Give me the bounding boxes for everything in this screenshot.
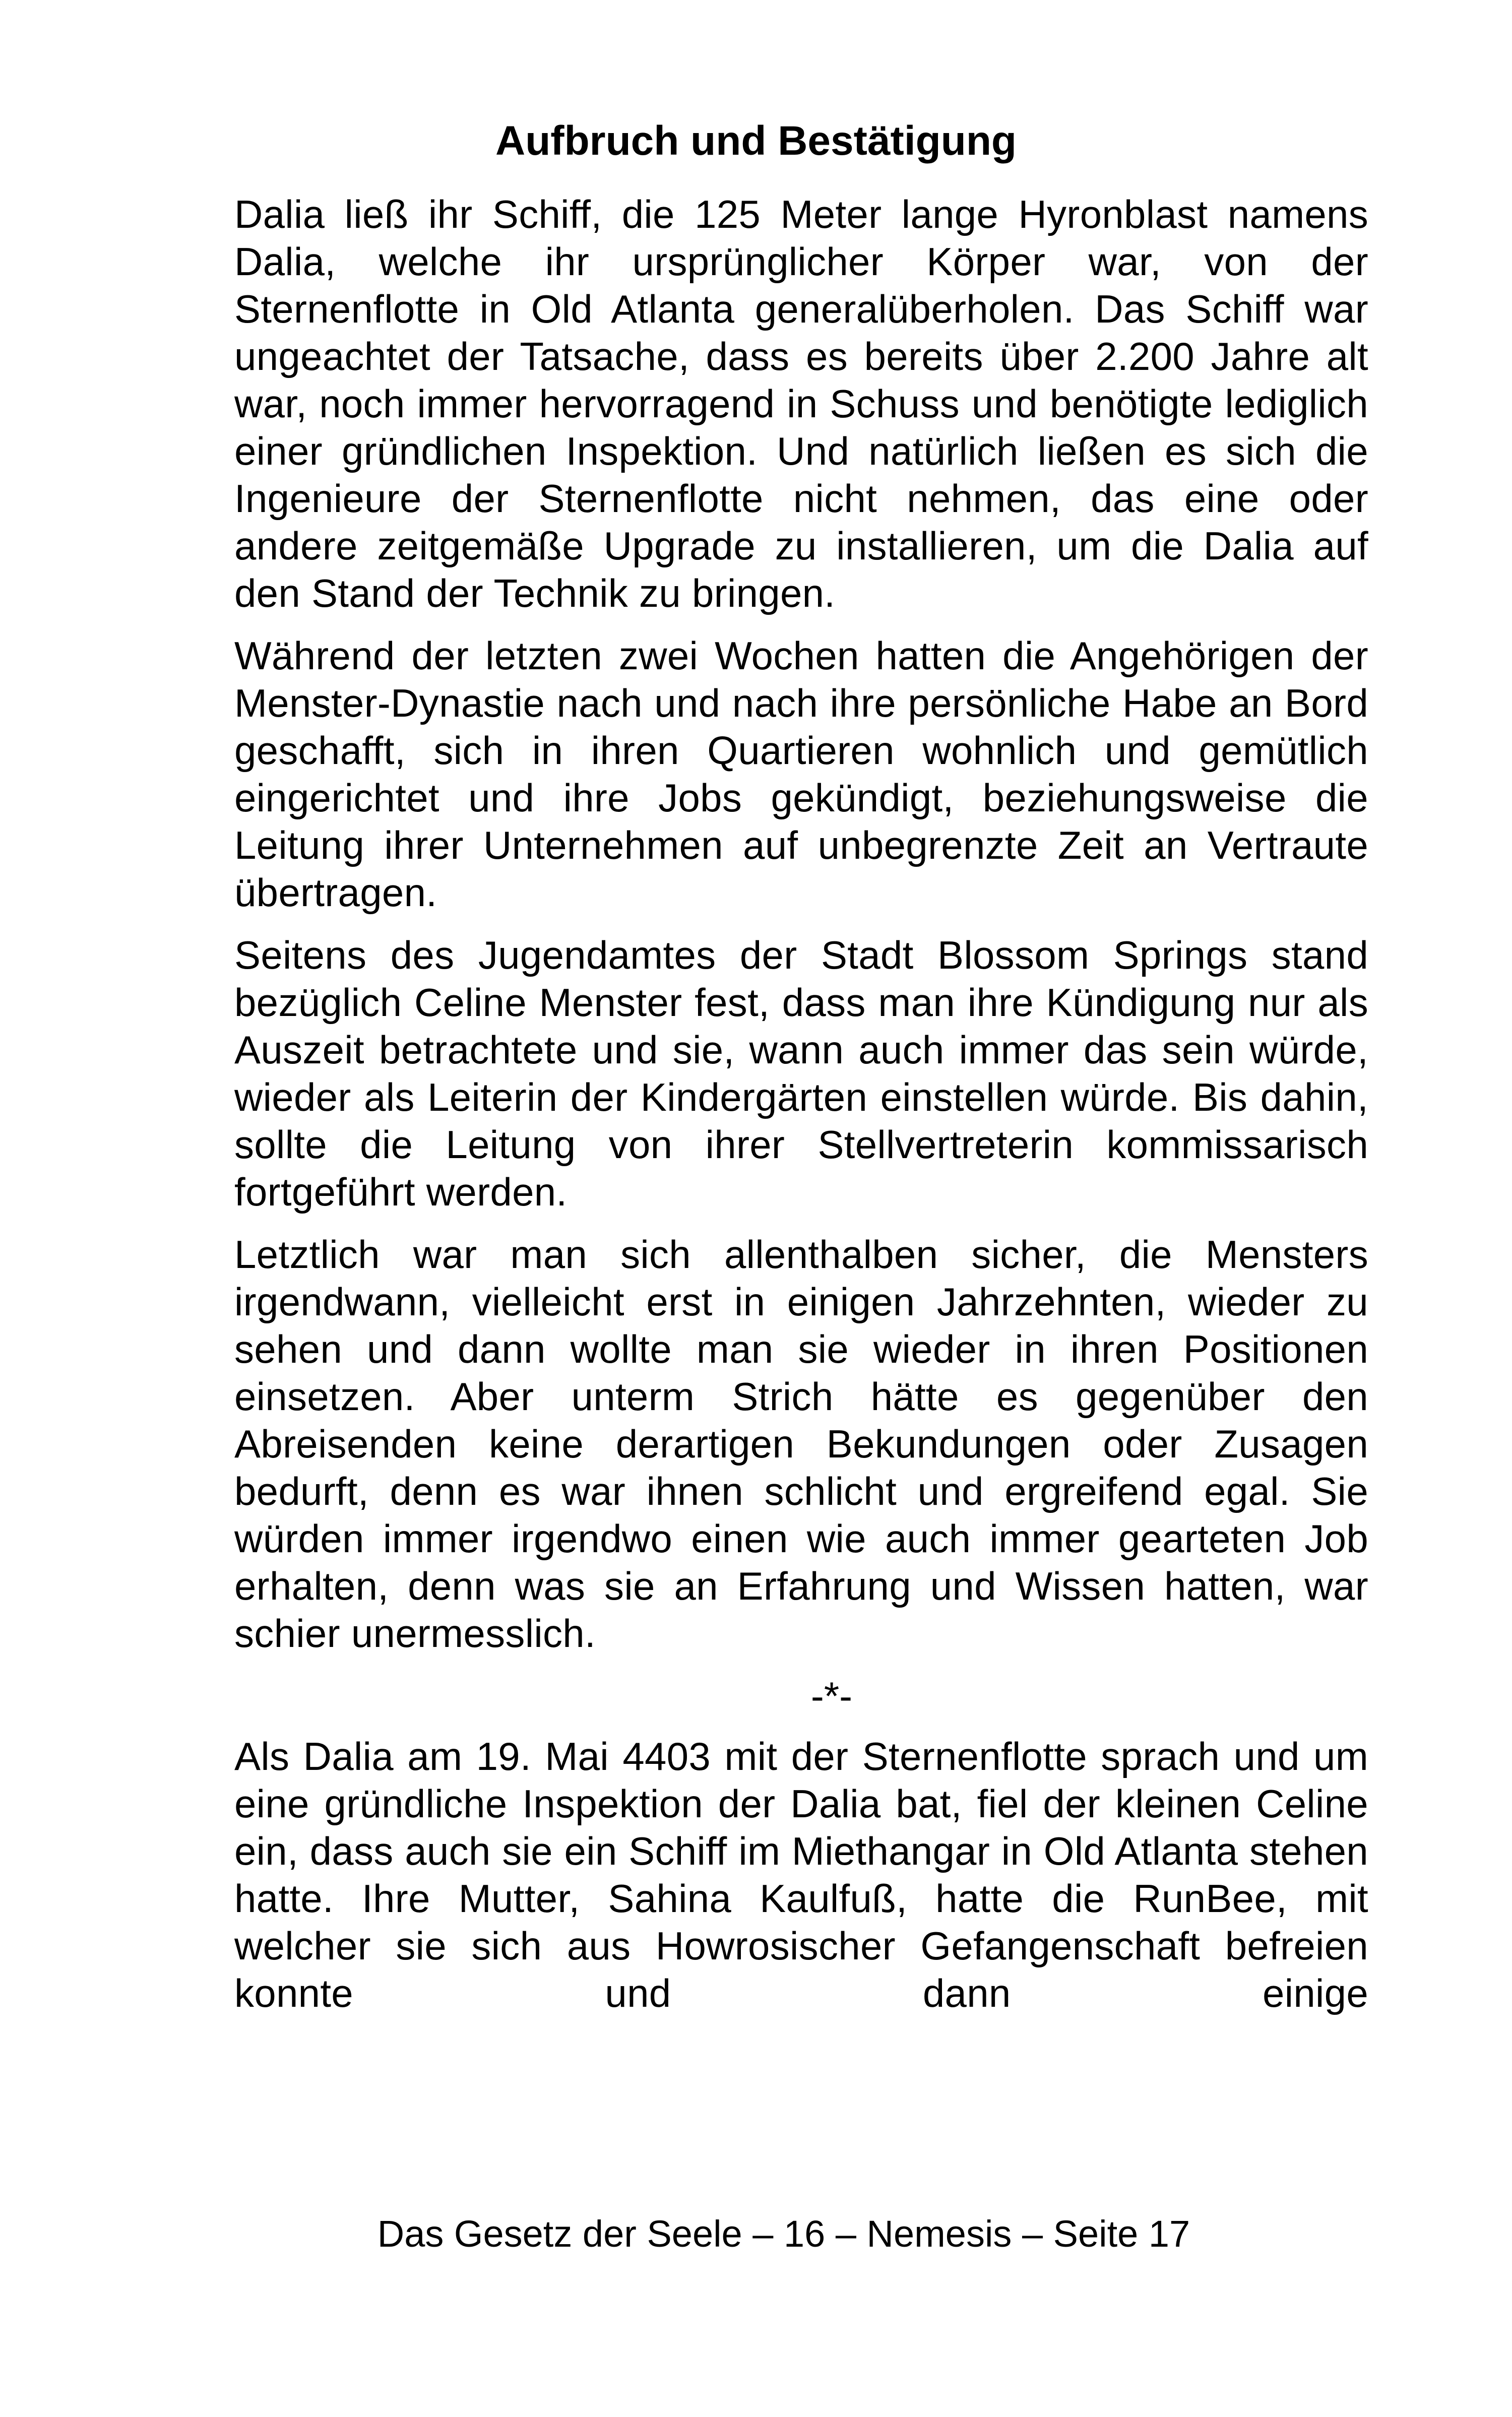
paragraph: Als Dalia am 19. Mai 4403 mit der Sternenflotte sprach und um eine gründliche Inspektion der Dalia bat, fiel der kleinen Celine ein, dass auch sie ein Schiff im Miethangar in Old Atlanta stehen hatte. Ihre Mutter, Sahina Kaulfuß, hatte die RunBee, mit welcher sie sich aus Howrosischer Gefangenschaft befreien konnte und dann einige [234,1734,1368,2015]
page-footer: Das Gesetz der Seele – 16 – Nemesis – Seite 17 [377,2213,1190,2255]
body-text [234,190,1368,2032]
paragraph: Letztlich war man sich allenthalben sicher, die Mensters irgendwann, vielleicht erst in einigen Jahrzehnten, wieder zu sehen und dann wollte man sie wieder in ihren Positionen einsetzen. Aber unterm Strich hätte es gegenüber den Abreisenden keine derartigen Bekundungen oder Zusagen bedurft, denn es war ihnen schlicht und ergreifend egal. Sie würden immer irgendwo einen wie auch immer gearteten Job erhalten, denn was sie an Erfahrung und Wissen hatten, war schier unermesslich. [234,1232,1368,1656]
chapter-title: Aufbruch und Bestätigung [495,118,1017,164]
section-separator: -*- [810,1674,853,1718]
paragraph: Während der letzten zwei Wochen hatten die Angehörigen der Menster-Dynastie nach und nach ihre persönliche Habe an Bord geschafft, sich in ihren Quartieren wohnlich und gemütlich eingerichtet und ihre Jobs gekündigt, beziehungsweise die Leitung ihrer Unternehmen auf unbegrenzte Zeit an Vertraute übertragen. [234,633,1368,915]
paragraph: Dalia ließ ihr Schiff, die 125 Meter lange Hyronblast namens Dalia, welche ihr ursprünglicher Körper war, von der Sternenflotte in Old Atlanta generalüberholen. Das Schiff war ungeachtet der Tatsache, dass es bereits über 2.200 Jahre alt war, noch immer hervorragend in Schuss und benötigte lediglich einer gründlichen Inspektion. Und natürlich ließen es sich die Ingenieure der Sternenflotte nicht nehmen, das eine oder andere zeitgemäße Upgrade zu installieren, um die Dalia auf den Stand der Technik zu bringen. [234,192,1368,615]
paragraph: Seitens des Jugendamtes der Stadt Blossom Springs stand bezüglich Celine Menster fest, dass man ihre Kündigung nur als Auszeit betrachtete und sie, wann auch immer das sein würde, wieder als Leiterin der Kindergärten einstellen würde. Bis dahin, sollte die Leitung von ihrer Stellvertreterin kommissarisch fortgeführt werden. [234,933,1368,1214]
